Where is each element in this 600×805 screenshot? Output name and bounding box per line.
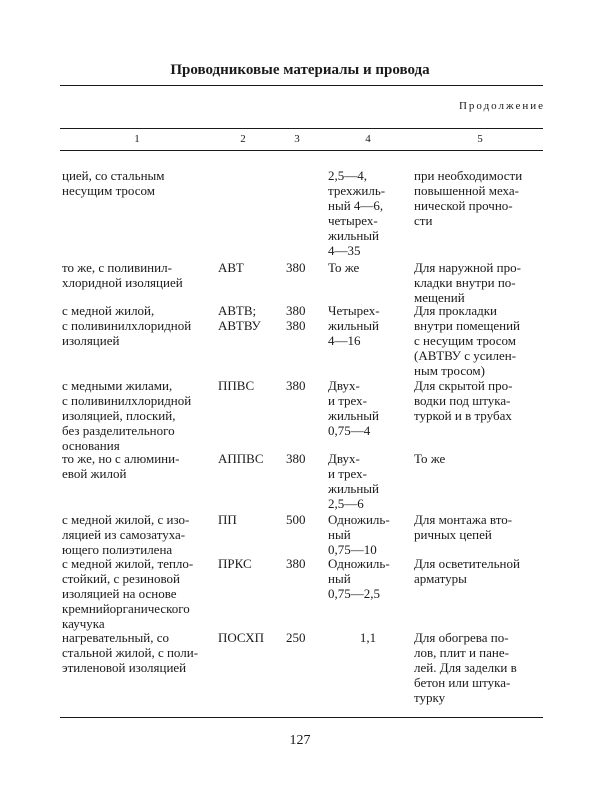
cell-mark: ПРКС — [218, 556, 252, 571]
cell-purpose: Для монтажа вто- ричных цепей — [414, 512, 513, 542]
column-header-2: 2 — [240, 133, 246, 145]
cell-purpose: Для прокладки внутри помещений с несущим тросом (АВТВУ с усилен- ным тросом) — [414, 303, 520, 378]
cell-section: 2,5—4, трехжиль- ный 4—6, четырех- жильный 4—35 — [328, 168, 386, 258]
cell-purpose: То же — [414, 451, 446, 466]
cell-purpose: Для скрытой про- водки под штука- туркой и в трубах — [414, 378, 513, 423]
cell-section: Четырех- жильный 4—16 — [328, 303, 380, 348]
cell-voltage: 380 — [286, 378, 306, 393]
cell-description: с медной жилой, тепло- стойкий, с резиновой изоляцией на основе кремнийорганического каучука — [62, 556, 194, 631]
continuation-label: Продолжение — [458, 100, 545, 112]
cell-description: то же, с поливинил- хлоридной изоляцией — [62, 260, 183, 290]
cell-section: То же — [328, 260, 360, 275]
cell-description: с медной жилой, с поливинилхлоридной изоляцией — [62, 303, 192, 348]
cell-description: нагревательный, со стальной жилой, с поли- этиленовой изоляцией — [62, 630, 199, 675]
column-header-4: 4 — [365, 133, 371, 145]
cell-description: то же, но с алюмини- евой жилой — [62, 451, 180, 481]
cell-section: Двух- и трех- жильный 2,5—6 — [328, 451, 380, 511]
cell-description: с медными жилами, с поливинилхлоридной изоляцией, плоский, без разделительного основания — [62, 378, 192, 453]
bottom-rule — [60, 717, 543, 718]
cell-purpose: Для осветительной арматуры — [414, 556, 520, 586]
cell-purpose: Для наружной про- кладки внутри по- мещений — [414, 260, 521, 305]
page-number: 127 — [289, 733, 311, 748]
cell-mark: ПОСХП — [218, 630, 265, 645]
column-header-5: 5 — [477, 133, 483, 145]
cell-section: Двух- и трех- жильный 0,75—4 — [328, 378, 380, 438]
cell-mark: АВТВ; АВТВУ — [218, 303, 261, 333]
cell-voltage: 250 — [286, 630, 306, 645]
column-header-1: 1 — [134, 133, 140, 145]
cell-description: с медной жилой, с изо- ляцией из самозатуха- ющего полиэтилена — [62, 512, 190, 557]
cell-section: Одножиль- ный 0,75—2,5 — [328, 556, 390, 601]
page-title: Проводниковые материалы и провода — [170, 62, 430, 78]
cell-mark: АППВС — [218, 451, 264, 466]
cell-voltage: 500 — [286, 512, 306, 527]
cell-section: Одножиль- ный 0,75—10 — [328, 512, 390, 557]
cell-section: 1,1 — [359, 630, 377, 645]
cell-mark: ППВС — [218, 378, 255, 393]
cell-voltage: 380 — [286, 556, 306, 571]
column-header-3: 3 — [294, 133, 300, 145]
cell-voltage: 380 — [286, 451, 306, 466]
cell-description: цией, со стальным несущим тросом — [62, 168, 165, 198]
cell-mark: ПП — [218, 512, 237, 527]
cell-purpose: при необходимости повышенной меха- нической прочно- сти — [414, 168, 523, 228]
cell-mark: АВТ — [218, 260, 244, 275]
cell-purpose: Для обогрева по- лов, плит и пане- лей. Для заделки в бетон или штука- турку — [414, 630, 517, 705]
cell-voltage: 380 380 — [286, 303, 306, 333]
cell-voltage: 380 — [286, 260, 306, 275]
